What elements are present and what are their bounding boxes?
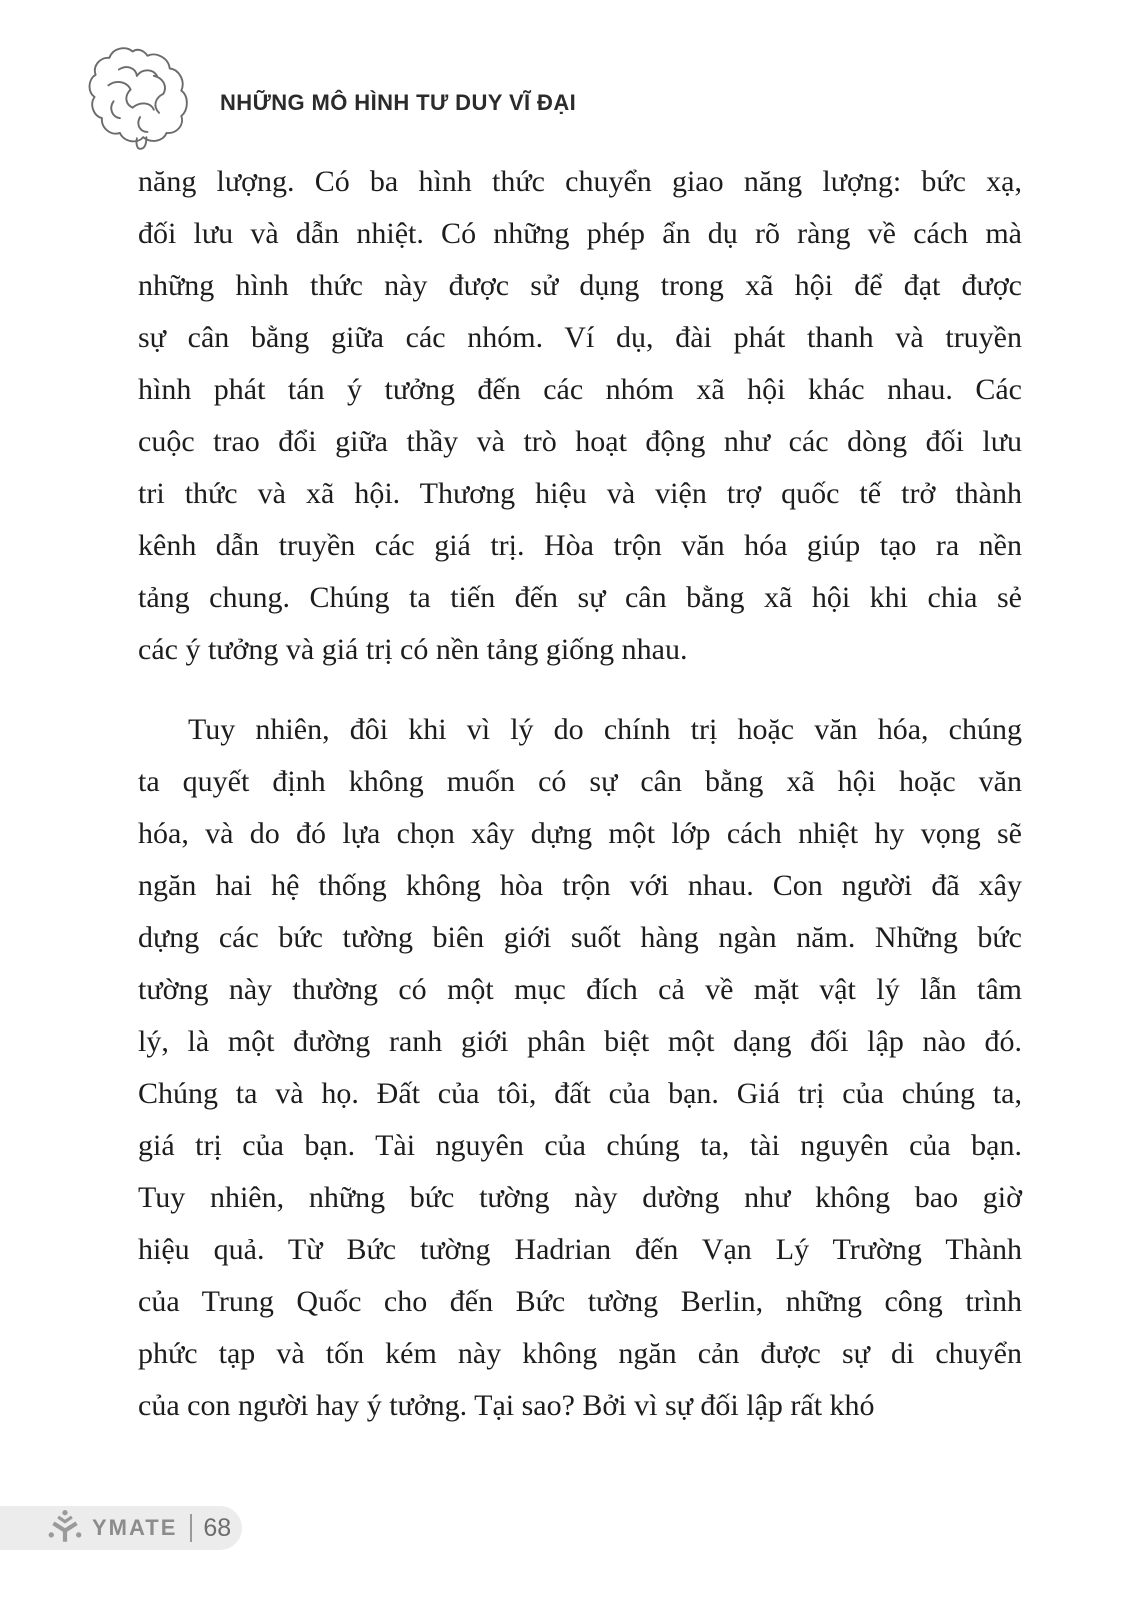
page-number: 68: [203, 1513, 232, 1542]
text-line: sự cân bằng giữa các nhóm. Ví dụ, đài phát thanh và truyền: [138, 321, 1022, 354]
text-line: năng lượng. Có ba hình thức chuyển giao năng lượng: bức xạ,: [138, 165, 1022, 198]
text-line: của Trung Quốc cho đến Bức tường Berlin, những công trình: [138, 1285, 1022, 1318]
ymate-logo-icon: [46, 1509, 84, 1547]
body-text: [138, 156, 1022, 1432]
text-line: Tuy nhiên, đôi khi vì lý do chính trị hoặc văn hóa, chúng: [188, 713, 1022, 746]
text-line: giá trị của bạn. Tài nguyên của chúng ta, tài nguyên của bạn.: [138, 1129, 1022, 1162]
footer-page-badge: [0, 1506, 242, 1550]
text-line: hình phát tán ý tưởng đến các nhóm xã hội khác nhau. Các: [138, 373, 1022, 406]
text-line: những hình thức này được sử dụng trong xã hội để đạt được: [138, 269, 1022, 302]
text-line: tảng chung. Chúng ta tiến đến sự cân bằng xã hội khi chia sẻ: [138, 581, 1022, 614]
text-line: lý, là một đường ranh giới phân biệt một dạng đối lập nào đó.: [138, 1025, 1022, 1058]
text-line: ngăn hai hệ thống không hòa trộn với nhau. Con người đã xây: [138, 869, 1022, 902]
text-line: Tuy nhiên, những bức tường này dường như không bao giờ: [138, 1181, 1022, 1214]
text-line: hóa, và do đó lựa chọn xây dựng một lớp cách nhiệt hy vọng sẽ: [138, 817, 1022, 850]
brain-icon: [86, 42, 192, 152]
text-line: dựng các bức tường biên giới suốt hàng ngàn năm. Những bức: [138, 921, 1022, 954]
paragraph: [138, 156, 1022, 676]
text-line: Chúng ta và họ. Đất của tôi, đất của bạn. Giá trị của chúng ta,: [138, 1077, 1022, 1110]
footer-brand-label: YMATE: [92, 1515, 178, 1540]
footer-divider: [190, 1514, 192, 1542]
text-line: phức tạp và tốn kém này không ngăn cản được sự di chuyển: [138, 1337, 1022, 1370]
page-title: NHỮNG MÔ HÌNH TƯ DUY VĨ ĐẠI: [220, 90, 577, 115]
paragraph: [138, 704, 1022, 1432]
text-line: cuộc trao đổi giữa thầy và trò hoạt động như các dòng đối lưu: [138, 425, 1022, 458]
text-line: hiệu quả. Từ Bức tường Hadrian đến Vạn Lý Trường Thành: [138, 1233, 1022, 1266]
text-line: đối lưu và dẫn nhiệt. Có những phép ẩn dụ rõ ràng về cách mà: [138, 217, 1022, 250]
page-header: [86, 42, 576, 152]
text-line: tri thức và xã hội. Thương hiệu và viện trợ quốc tế trở thành: [138, 477, 1022, 510]
text-line: tường này thường có một mục đích cả về mặt vật lý lẫn tâm: [138, 973, 1022, 1006]
text-line: của con người hay ý tưởng. Tại sao? Bởi vì sự đối lập rất khó: [138, 1389, 875, 1422]
text-line: ta quyết định không muốn có sự cân bằng xã hội hoặc văn: [138, 765, 1022, 798]
text-line: các ý tưởng và giá trị có nền tảng giống nhau.: [138, 633, 688, 666]
text-line: kênh dẫn truyền các giá trị. Hòa trộn văn hóa giúp tạo ra nền: [138, 529, 1022, 562]
